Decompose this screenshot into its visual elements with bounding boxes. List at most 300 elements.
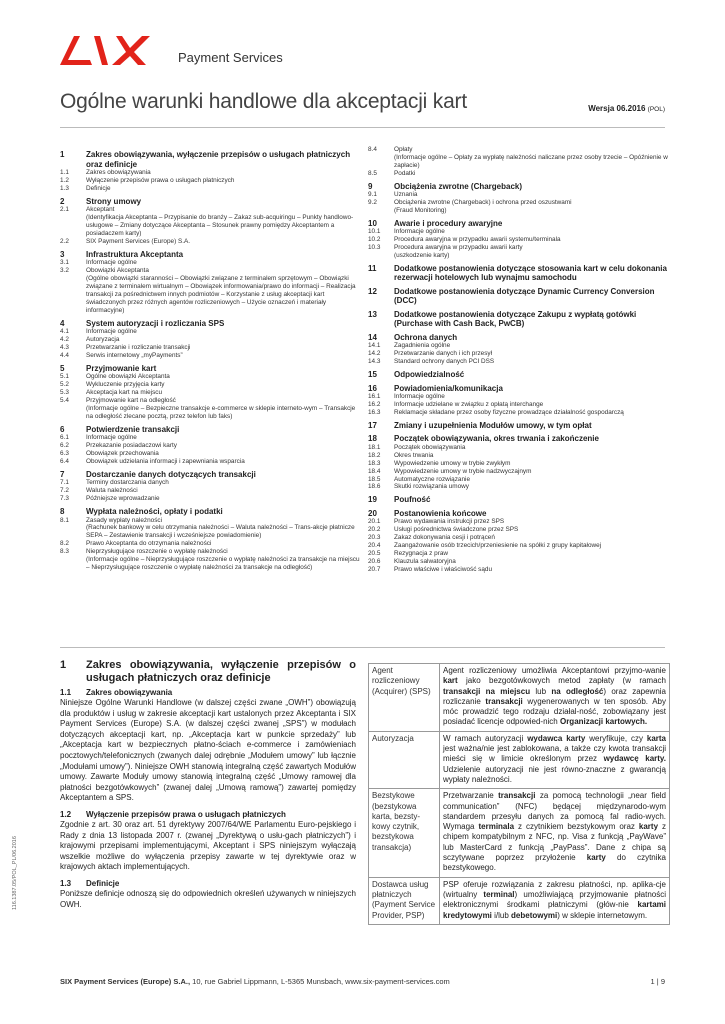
toc-item-title: Przetwarzanie danych i ich przesył xyxy=(394,350,493,358)
description-text: PSP oferuje rozwiązania z zakresu płatności, np. aplika-cje (wirtualny xyxy=(443,879,666,899)
toc-section-heading xyxy=(60,507,360,517)
definitions-table xyxy=(368,663,670,925)
footer-company: SIX Payment Services (Europe) S.A., xyxy=(60,977,191,986)
section-1-body xyxy=(60,659,356,916)
definition-term: Agent rozliczeniowy (Acquirer) (SPS) xyxy=(369,664,440,732)
toc-item-number: 14.1 xyxy=(368,342,381,350)
defined-term: karty xyxy=(586,853,606,863)
toc-item-number: 5.4 xyxy=(60,396,69,404)
toc-item-number: 20.7 xyxy=(368,565,381,573)
toc-section-title: Zmiany i uzupełnienia Modułów umowy, w tym opłat xyxy=(394,420,592,430)
toc-item-number: 4.3 xyxy=(60,343,69,351)
definition-row xyxy=(369,789,670,877)
toc-item xyxy=(60,450,360,458)
toc-item-title: Podatki xyxy=(394,169,416,177)
toc-item-title: (Informacje ogólne – Opłaty za wypłatę należności naliczane przez osoby trzecie – Opóźnienie w zapłacie) xyxy=(394,153,668,169)
definition-term: Bezstykowe (bezstykowa karta, bezsty-kowy czytnik, bezstykowa transakcja) xyxy=(369,789,440,877)
description-text: wygenerowanych w ten sposób. Aby móc prowadzić tego rodzaju działal-ność, zobowiązany jest posiadać licencje odpowied-nich xyxy=(443,696,666,727)
toc-item-title: Okres trwania xyxy=(394,451,434,459)
toc-item xyxy=(368,518,670,526)
toc-section xyxy=(368,146,670,178)
section-title: Zakres obowiązywania, wyłączenie przepisów o usługach płatniczych oraz definicje xyxy=(86,659,356,684)
toc-item xyxy=(60,556,360,572)
toc-section-title: Wypłata należności, opłaty i podatki xyxy=(86,507,223,516)
document-title: Ogólne warunki handlowe dla akceptacji kart xyxy=(60,90,467,113)
toc-item-title: Akceptacja kart na miejscu xyxy=(86,389,163,397)
subsection-number: 1.1 xyxy=(60,688,72,697)
description-text: ) oraz zapewnia rozliczanie xyxy=(443,686,666,706)
toc-item-number: 7.3 xyxy=(60,495,69,503)
toc-item-number: 18.1 xyxy=(368,443,381,451)
toc-item xyxy=(60,352,360,360)
toc-section xyxy=(60,364,360,421)
toc-item-title: Standard ochrony danych PCI DSS xyxy=(394,358,495,366)
toc-item xyxy=(60,479,360,487)
toc-item-number: 6.2 xyxy=(60,442,69,450)
toc-section-number: 9 xyxy=(368,181,373,191)
description-text: za pomocą technologii „near field communication” (NFC) będącej międzynarodo-wym standardem przesyłu danych za pomocą fal radio-wych. Wymaga xyxy=(443,791,666,832)
toc-item xyxy=(368,154,670,170)
toc-item xyxy=(60,442,360,450)
toc-item xyxy=(60,206,360,214)
toc-section-heading xyxy=(60,250,360,260)
toc-item-number: 7.1 xyxy=(60,479,69,487)
toc-item xyxy=(368,228,670,236)
toc-item-title: Akceptant xyxy=(86,206,115,214)
toc-section xyxy=(368,264,670,283)
definition-row xyxy=(369,664,670,732)
toc-section xyxy=(60,319,360,360)
toc-section xyxy=(368,434,670,491)
toc-item-number xyxy=(368,154,394,170)
description-text: ) w sklepie internetowym. xyxy=(557,910,648,920)
toc-item-title: Obowiązek przechowania xyxy=(86,449,159,457)
toc-item-number: 18.4 xyxy=(368,467,381,475)
toc-item xyxy=(368,191,670,199)
toc-section-heading xyxy=(60,364,360,374)
defined-term: wydawcę karty. xyxy=(603,754,666,764)
toc-item-number: 14.2 xyxy=(368,350,381,358)
toc-item-title: Procedura awaryjna w przypadku awarii karty xyxy=(394,244,523,252)
toc-item-number: 8.5 xyxy=(368,169,377,177)
toc-item xyxy=(368,358,670,366)
toc-item xyxy=(368,534,670,542)
toc-item-title: (Identyfikacja Akceptanta – Przypisanie do branży – Zakaz sub-acquiringu – Punkty handlowo-usługowe – Zmiany dotyczące Akceptanta – Stosunek prawny pomiędzy Akceptantem a posiadaczem karty) xyxy=(86,214,354,237)
toc-item-number: 1.3 xyxy=(60,184,69,192)
toc-item-number: 4.1 xyxy=(60,328,69,336)
toc-item-number: 2.2 xyxy=(60,237,69,245)
defined-term: transakcji xyxy=(498,791,536,801)
toc-item xyxy=(368,550,670,558)
toc-section-number: 17 xyxy=(368,420,377,430)
six-logo xyxy=(60,36,156,66)
toc-item-title: Nieprzysługujące roszczenie o wypłatę należności xyxy=(86,548,228,556)
toc-item-number: 6.1 xyxy=(60,434,69,442)
defined-term: kartami kredytowymi xyxy=(443,900,666,920)
toc-item xyxy=(368,401,670,409)
toc-section xyxy=(368,509,670,574)
table-of-contents-right xyxy=(368,146,670,574)
definition-term: Dostawca usług płatniczych (Payment Service Provider, PSP) xyxy=(369,877,440,924)
toc-item-title: Automatyczne rozwiązanie xyxy=(394,475,471,483)
toc-section-heading xyxy=(368,287,670,306)
toc-item-title: Przekazanie posiadaczowi karty xyxy=(86,442,177,450)
definition-row xyxy=(369,877,670,924)
toc-section-heading xyxy=(368,509,670,519)
toc-section-number: 3 xyxy=(60,249,65,259)
toc-item-title: Reklamacje składane przez osoby fizyczne prowadzące działalność gospodarczą xyxy=(394,409,624,416)
defined-term: karty xyxy=(638,822,659,832)
toc-item xyxy=(60,373,360,381)
toc-item xyxy=(368,244,670,252)
subsection-title: Wyłączenie przepisów prawa o usługach płatniczych xyxy=(86,809,286,819)
defined-term: karta xyxy=(646,733,666,743)
paragraph: Zgodnie z art. 30 oraz art. 51 dyrektywy 2007/64/WE Parlamentu Euro-pejskiego i Rady z dnia 13 listopada 2007 r. (zwanej „Dyrektywą o usłu-gach płatniczych”) i krajowymi przepisami implementującymi, Akceptant i SPS niniejszym wyłączają wszelkie możliwe do wyłączenia przepisy zawarte w tej dyrektywie oraz w krajowych aktach implementujących. xyxy=(60,819,356,872)
description-text: Agent rozliczeniowy umożliwia Akceptantowi przyjmo-wanie xyxy=(443,666,666,675)
toc-section xyxy=(60,197,360,246)
toc-item-number: 7.2 xyxy=(60,487,69,495)
toc-item-number xyxy=(60,214,86,238)
toc-item-number: 20.4 xyxy=(368,542,381,550)
toc-item-number: 6.3 xyxy=(60,449,69,457)
toc-item-title: Przetwarzanie i rozliczanie transakcji xyxy=(86,343,191,351)
toc-item-title: Obowiązek udzielania informacji i zapewniania wsparcia xyxy=(86,457,245,465)
toc-item-title: (Informacje ogólne – Bezpieczne transakcje e-commerce w sklepie interneto-wym – Transakcje na odległość zlecane pocztą, przez telefon lub faks) xyxy=(86,404,356,420)
toc-item xyxy=(60,169,360,177)
footer-address: 10, rue Gabriel Lippmann, L-5365 Munsbach, www.six-payment-services.com xyxy=(190,977,450,986)
toc-item-number: 8.3 xyxy=(60,548,69,556)
toc-section xyxy=(60,250,360,315)
toc-item-number xyxy=(368,207,394,215)
toc-section-title: Postanowienia końcowe xyxy=(394,508,487,518)
description-text: weryfikuje, czy xyxy=(585,733,647,743)
defined-term: Organizacji kartowych. xyxy=(559,717,648,727)
description-text: lub xyxy=(530,686,552,696)
toc-item-title: Informacje ogólne xyxy=(86,328,137,336)
toc-item-number: 5.1 xyxy=(60,373,69,381)
toc-item-number: 2.1 xyxy=(60,206,69,214)
toc-item xyxy=(60,185,360,193)
toc-item xyxy=(368,566,670,574)
toc-section-number: 13 xyxy=(368,309,377,319)
toc-section-heading xyxy=(368,421,670,431)
toc-item-title: Informacje ogólne xyxy=(394,393,445,401)
definition-description xyxy=(440,664,670,732)
toc-item-title: Obciążenia zwrotne (Chargeback) i ochrona przed oszustwami xyxy=(394,199,572,207)
toc-section-heading xyxy=(60,150,360,169)
toc-section-title: Dodatkowe postanowienia dotyczące Dynamic Currency Conversion (DCC) xyxy=(394,286,655,306)
subsection-title: Definicje xyxy=(86,878,120,888)
defined-term: debetowymi xyxy=(511,910,558,920)
toc-item-title: (Ogólne obowiązki staranności – Obowiązki związane z terminalem sprzętowym – Obowiązki związane z terminalem wirtualnym – Obowiązek informowania/prawo do informacji – Realizacja transakcji za pośrednictwem innych podmiotów – Korzystanie z usług akceptacji kart świadczonych przez różnych agentów rozliczeniowych – Użycie oznaczeń i materiały informacyjne) xyxy=(86,275,356,314)
toc-item-title: Terminy dostarczania danych xyxy=(86,479,169,487)
toc-section-title: Odpowiedzialność xyxy=(394,370,465,380)
toc-item xyxy=(368,170,670,178)
toc-item xyxy=(368,558,670,566)
toc-item xyxy=(60,177,360,185)
toc-item-title: Zakres obowiązywania xyxy=(86,169,151,176)
toc-item-number: 20.3 xyxy=(368,534,381,542)
toc-item-title: Uznania xyxy=(394,191,418,199)
toc-item-title: Ogólne obowiązki Akceptanta xyxy=(86,373,170,381)
toc-item xyxy=(368,452,670,460)
toc-item-number: 5.2 xyxy=(60,381,69,389)
toc-item xyxy=(60,524,360,540)
toc-item xyxy=(368,409,670,417)
toc-item-number xyxy=(60,275,86,315)
defined-term: transakcji na miejscu xyxy=(443,686,531,696)
toc-item xyxy=(368,542,670,550)
toc-item xyxy=(368,393,670,401)
toc-item-title: Obowiązki Akceptanta xyxy=(86,267,149,275)
toc-section-heading xyxy=(368,310,670,329)
description-text: Udzielenie autoryzacji nie jest równo-znaczne z gwarancją wypłaty należności. xyxy=(443,764,666,784)
toc-item xyxy=(60,214,360,238)
toc-item-title: Procedura awaryjna w przypadku awarii systemu/terminala xyxy=(394,236,561,244)
toc-section-heading xyxy=(368,333,670,343)
toc-section-number: 7 xyxy=(60,469,65,479)
toc-section-number: 14 xyxy=(368,332,377,342)
toc-section-heading xyxy=(368,384,670,394)
document-code: 116.1387.05/POL_PL/06.2016 xyxy=(12,836,18,910)
toc-item-number: 20.5 xyxy=(368,549,381,557)
toc-section-number: 16 xyxy=(368,383,377,393)
toc-item xyxy=(368,350,670,358)
toc-item xyxy=(60,487,360,495)
toc-item-title: (Informacje ogólne – Nieprzysługujące roszczenie o wypłatę należności za transakcje na miejscu – Nieprzysługujące roszczenie o wypłatę należności za transakcje na odległość) xyxy=(86,556,360,571)
toc-item-number: 16.1 xyxy=(368,393,381,401)
toc-item-number: 1.2 xyxy=(60,176,69,184)
toc-section-title: Awarie i procedury awaryjne xyxy=(394,218,503,228)
toc-item xyxy=(368,342,670,350)
toc-section xyxy=(368,219,670,260)
toc-section-title: Poufność xyxy=(394,495,431,505)
subsection-heading xyxy=(60,688,356,698)
toc-section-number: 6 xyxy=(60,424,65,434)
toc-item-title: Wypowiedzenie umowy w trybie nadzwyczajnym xyxy=(394,467,532,475)
toc-item-title: Klauzula salwatoryjna xyxy=(394,557,456,565)
toc-section xyxy=(60,470,360,503)
table-of-contents-left xyxy=(60,146,360,572)
toc-section xyxy=(60,507,360,572)
toc-item-title: Serwis internetowy „myPayments” xyxy=(86,351,183,359)
toc-section-number: 10 xyxy=(368,218,377,228)
toc-item-title: Rezygnacja z praw xyxy=(394,549,448,557)
toc-section-number: 18 xyxy=(368,434,377,444)
toc-item-number xyxy=(60,524,86,540)
description-text: z czytnikiem bezstykowym oraz xyxy=(514,822,639,832)
version-language: (POL) xyxy=(647,106,665,113)
toc-item xyxy=(60,458,360,466)
toc-item-title: Przyjmowanie kart na odległość xyxy=(86,396,176,404)
toc-item xyxy=(60,259,360,267)
toc-section-title: Dodatkowe postanowienia dotyczące stosowania kart w celu dokonania rezerwacji hotelowych lub wynajmu samochodu xyxy=(394,263,667,283)
toc-section-heading xyxy=(368,495,670,505)
toc-section-heading xyxy=(60,319,360,329)
toc-section-title: Dostarczanie danych dotyczących transakcji xyxy=(86,469,256,479)
toc-item xyxy=(368,252,670,260)
document-version xyxy=(588,104,665,113)
toc-section xyxy=(368,310,670,329)
subsection-title: Zakres obowiązywania xyxy=(86,688,173,697)
toc-item xyxy=(368,199,670,207)
toc-item-title: Zakaz dokonywania cesji i potrąceń xyxy=(394,534,495,542)
toc-item xyxy=(368,146,670,154)
toc-item-number: 10.3 xyxy=(368,244,381,252)
toc-section xyxy=(60,150,360,193)
toc-section xyxy=(368,182,670,215)
definition-term: Autoryzacja xyxy=(369,731,440,788)
toc-item-number: 18.6 xyxy=(368,483,381,491)
subsection-heading xyxy=(60,879,356,889)
description-text: do czytnika bezstykowego. xyxy=(443,853,666,873)
toc-item xyxy=(60,495,360,503)
toc-section-title: Powiadomienia/komunikacja xyxy=(394,383,503,393)
toc-item-number: 18.3 xyxy=(368,459,381,467)
section-heading xyxy=(60,659,356,685)
toc-item-title: Informacje ogólne xyxy=(86,434,137,442)
toc-section-title: Zakres obowiązywania, wyłączenie przepisów o usługach płatniczych oraz definicje xyxy=(86,150,351,169)
toc-item-number: 18.2 xyxy=(368,451,381,459)
toc-section-number: 5 xyxy=(60,363,65,373)
toc-section-heading xyxy=(368,370,670,380)
defined-term: transakcji xyxy=(485,696,523,706)
toc-section-title: Ochrona danych xyxy=(394,332,458,342)
section-number: 1 xyxy=(60,659,67,671)
toc-item-number xyxy=(60,556,86,572)
toc-item-number: 16.3 xyxy=(368,409,381,416)
toc-item-number: 4.4 xyxy=(60,351,69,359)
toc-item-title: (Rachunek bankowy w celu otrzymania należności – Waluta należności – Trans-akcje płatnicze SEPA – Zestawienie transakcji i wcześniejsze powiadomienie) xyxy=(86,524,355,540)
toc-section-title: Infrastruktura Akceptanta xyxy=(86,249,184,259)
toc-item-title: (Fraud Monitoring) xyxy=(394,206,447,214)
toc-item xyxy=(368,526,670,534)
toc-item-number xyxy=(60,405,86,421)
toc-item xyxy=(60,397,360,405)
toc-section-heading xyxy=(368,182,670,192)
toc-section-title: System autoryzacji i rozliczania SPS xyxy=(86,318,225,328)
toc-item-number: 9.1 xyxy=(368,191,377,199)
toc-section-heading xyxy=(60,197,360,207)
toc-item-title: Autoryzacja xyxy=(86,336,120,343)
toc-section-heading xyxy=(60,425,360,435)
toc-item-title: Usługi pośrednictwa świadczone przez SPS xyxy=(394,526,519,534)
toc-item xyxy=(368,444,670,452)
toc-item-number: 8.2 xyxy=(60,540,69,548)
toc-section-number: 20 xyxy=(368,508,377,518)
toc-item-title: Późniejsze wprowadzanie xyxy=(86,495,160,503)
toc-item-number: 20.2 xyxy=(368,526,381,534)
toc-item-number: 1.1 xyxy=(60,169,69,176)
toc-item-title: Początek obowiązywania xyxy=(394,443,466,451)
toc-item xyxy=(60,275,360,315)
toc-item-title: Zagadnienia ogólne xyxy=(394,342,451,350)
toc-item-number: 8.4 xyxy=(368,146,377,153)
toc-section xyxy=(368,370,670,380)
toc-item xyxy=(368,460,670,468)
toc-item xyxy=(60,328,360,336)
toc-section xyxy=(368,495,670,505)
toc-section-title: Początek obowiązywania, okres trwania i zakończenie xyxy=(394,434,599,444)
toc-item-number: 16.2 xyxy=(368,401,381,409)
toc-item-title: Informacje ogólne xyxy=(394,228,445,236)
defined-term: kart xyxy=(443,676,458,686)
toc-item-number: 8.1 xyxy=(60,516,69,524)
toc-item-title: Prawo wydawania instrukcji przez SPS xyxy=(394,518,505,526)
toc-section-number: 4 xyxy=(60,318,65,328)
toc-section xyxy=(368,421,670,431)
paragraph: Poniższe definicje odnoszą się do odpowiednich określeń używanych w niniejszych OWH. xyxy=(60,888,356,909)
toc-section-heading xyxy=(368,219,670,229)
toc-item xyxy=(60,381,360,389)
toc-section-number: 11 xyxy=(368,263,377,273)
definition-description xyxy=(440,731,670,788)
toc-section-title: Strony umowy xyxy=(86,196,142,206)
toc-item-title: Informacje udzielane w związku z opłatą interchange xyxy=(394,401,544,409)
toc-item-title: Prawo Akceptanta do otrzymania należności xyxy=(86,540,212,548)
subsection-number: 1.2 xyxy=(60,809,72,819)
toc-item-number: 20.1 xyxy=(368,518,381,526)
description-text: z chipem kompatybilnym z NFC, np. Visa z funkcją „PayWave” lub MasterCard z funkcją „PayPass”. Dane z chipa są sczytywane poprzez przyłożenie xyxy=(443,822,666,863)
page-footer xyxy=(60,977,665,986)
title-divider xyxy=(60,127,665,128)
toc-section-number: 19 xyxy=(368,495,377,505)
definition-description xyxy=(440,789,670,877)
toc-item-number: 10.1 xyxy=(368,228,381,236)
description-text: jest ważna/nie jest zablokowana, a także czy kwota transakcji mieści się w limicie określonym przez xyxy=(443,744,666,764)
toc-section xyxy=(368,333,670,366)
toc-item xyxy=(60,434,360,442)
defined-term: wydawca karty xyxy=(527,733,586,743)
toc-item-title: (uszkodzenie karty) xyxy=(394,252,450,260)
brand-subtitle: Payment Services xyxy=(178,50,283,65)
definition-description xyxy=(440,877,670,924)
toc-item xyxy=(60,389,360,397)
toc-item-number: 3.2 xyxy=(60,267,69,275)
toc-divider xyxy=(60,647,665,648)
toc-item xyxy=(368,207,670,215)
toc-section-title: Dodatkowe postanowienia dotyczące Zakupu z wypłatą gotówki (Purchase with Cash Back, PwCB) xyxy=(394,309,637,329)
toc-item-number: 20.6 xyxy=(368,557,381,565)
defined-term: terminal xyxy=(483,889,515,899)
toc-item-title: Wyłączenie przepisów prawa o usługach płatniczych xyxy=(86,176,235,184)
toc-item xyxy=(60,267,360,275)
toc-item xyxy=(60,405,360,421)
subsection-number: 1.3 xyxy=(60,878,72,888)
toc-item-number: 14.3 xyxy=(368,358,381,366)
version-label: Wersja 06.2016 xyxy=(588,104,646,113)
toc-item-number: 9.2 xyxy=(368,199,377,207)
toc-section-number: 2 xyxy=(60,196,65,206)
toc-item-title: Zasady wypłaty należności xyxy=(86,516,163,524)
toc-section-title: Obciążenia zwrotne (Chargeback) xyxy=(394,181,523,191)
toc-item-title: Informacje ogólne xyxy=(86,259,137,267)
toc-section-heading xyxy=(368,434,670,444)
toc-item-number: 4.2 xyxy=(60,336,69,343)
toc-item xyxy=(60,548,360,556)
defined-term: na odległość xyxy=(551,686,604,696)
toc-item xyxy=(368,476,670,484)
paragraph: Niniejsze Ogólne Warunki Handlowe (w dalszej części zwane „OWH”) obowiązują dla produktów i usług w zakresie akceptacji kart ustalonych przez Akceptanta i SIX Payment Services (Europe) S.A. (w dalszej części zwanej „SPS”) w modułach dotyczących akceptacji kart, np. „Akceptacja kart w punkcie sprzedaży” lub „Akceptacja kart w bezpiecznych płatno-ściach e-commerce i zamówieniach pocztowych/telefonicznych (zwanych dalej odrębnie „Modułem umowy” lub łącznie „Modułami umowy”). Niniejsze OWH stanowią integralną część zawartych Modułów umowy. Zawarte Moduły umowy stanowią integralną część „Umowy ramowej dla płatności bezgotówkowych” (zwanej dalej „Umową ramową”) zawartej pomiędzy Akceptantem a SPS. xyxy=(60,698,356,803)
toc-section-heading xyxy=(368,264,670,283)
toc-section-number: 12 xyxy=(368,286,377,296)
toc-section-heading xyxy=(60,470,360,480)
toc-item xyxy=(368,468,670,476)
toc-item-title: Skutki rozwiązania umowy xyxy=(394,483,469,491)
defined-term: terminala xyxy=(478,822,515,832)
toc-item-title: Prawo właściwe i właściwość sądu xyxy=(394,565,493,573)
subsection-heading xyxy=(60,810,356,820)
